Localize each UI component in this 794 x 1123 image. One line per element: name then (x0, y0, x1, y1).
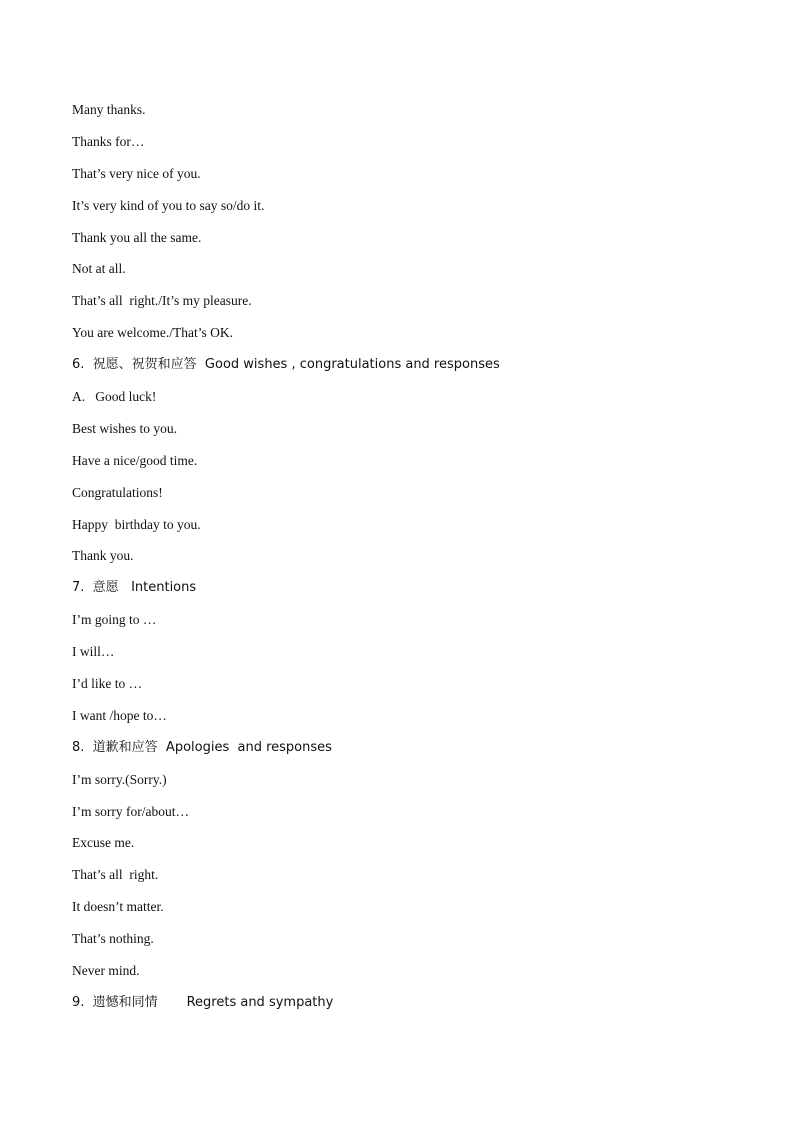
phrase-line: Many thanks. (72, 102, 146, 117)
phrase-line: Excuse me. (72, 835, 135, 851)
phrase-line: Best wishes to you. (72, 420, 178, 436)
section-heading-9: 9. 遗憾和同情 Regrets and sympathy (72, 994, 334, 1010)
phrase-line: I’m sorry for/about… (72, 803, 189, 819)
phrase-line: You are welcome./That’s OK. (72, 325, 233, 341)
phrase-line: I’m going to … (72, 612, 157, 628)
phrase-line: Never mind. (72, 963, 140, 979)
phrase-line: That’s very nice of you. (72, 165, 201, 181)
phrase-line: A. Good luck! (72, 389, 157, 405)
phrase-line: Thanks for… (72, 133, 145, 149)
phrase-line: Congratulations! (72, 484, 163, 500)
section-heading-8: 8. 道歉和应答 Apologies and responses (72, 739, 332, 755)
phrase-line: It doesn’t matter. (72, 899, 164, 915)
phrase-line: It’s very kind of you to say so/do it. (72, 197, 265, 213)
phrase-line: That’s nothing. (72, 931, 154, 947)
phrase-line: Happy birthday to you. (72, 516, 201, 532)
phrase-line: Have a nice/good time. (72, 452, 198, 468)
section-heading-6: 6. 祝愿、祝贺和应答 Good wishes , congratulations and responses (72, 357, 500, 373)
phrase-line: I’m sorry.(Sorry.) (72, 771, 167, 787)
phrase-line: I’d like to … (72, 676, 143, 692)
section-heading-7: 7. 意愿 Intentions (72, 580, 197, 596)
phrase-line: Not at all. (72, 261, 126, 277)
phrase-line: That’s all right. (72, 867, 159, 883)
phrase-line: I want /hope to… (72, 707, 167, 723)
phrase-line: That’s all right./It’s my pleasure. (72, 293, 252, 309)
phrase-list (72, 100, 752, 1025)
phrase-line: Thank you. (72, 548, 134, 564)
phrase-line: I will… (72, 644, 115, 660)
phrase-line: Thank you all the same. (72, 229, 202, 245)
